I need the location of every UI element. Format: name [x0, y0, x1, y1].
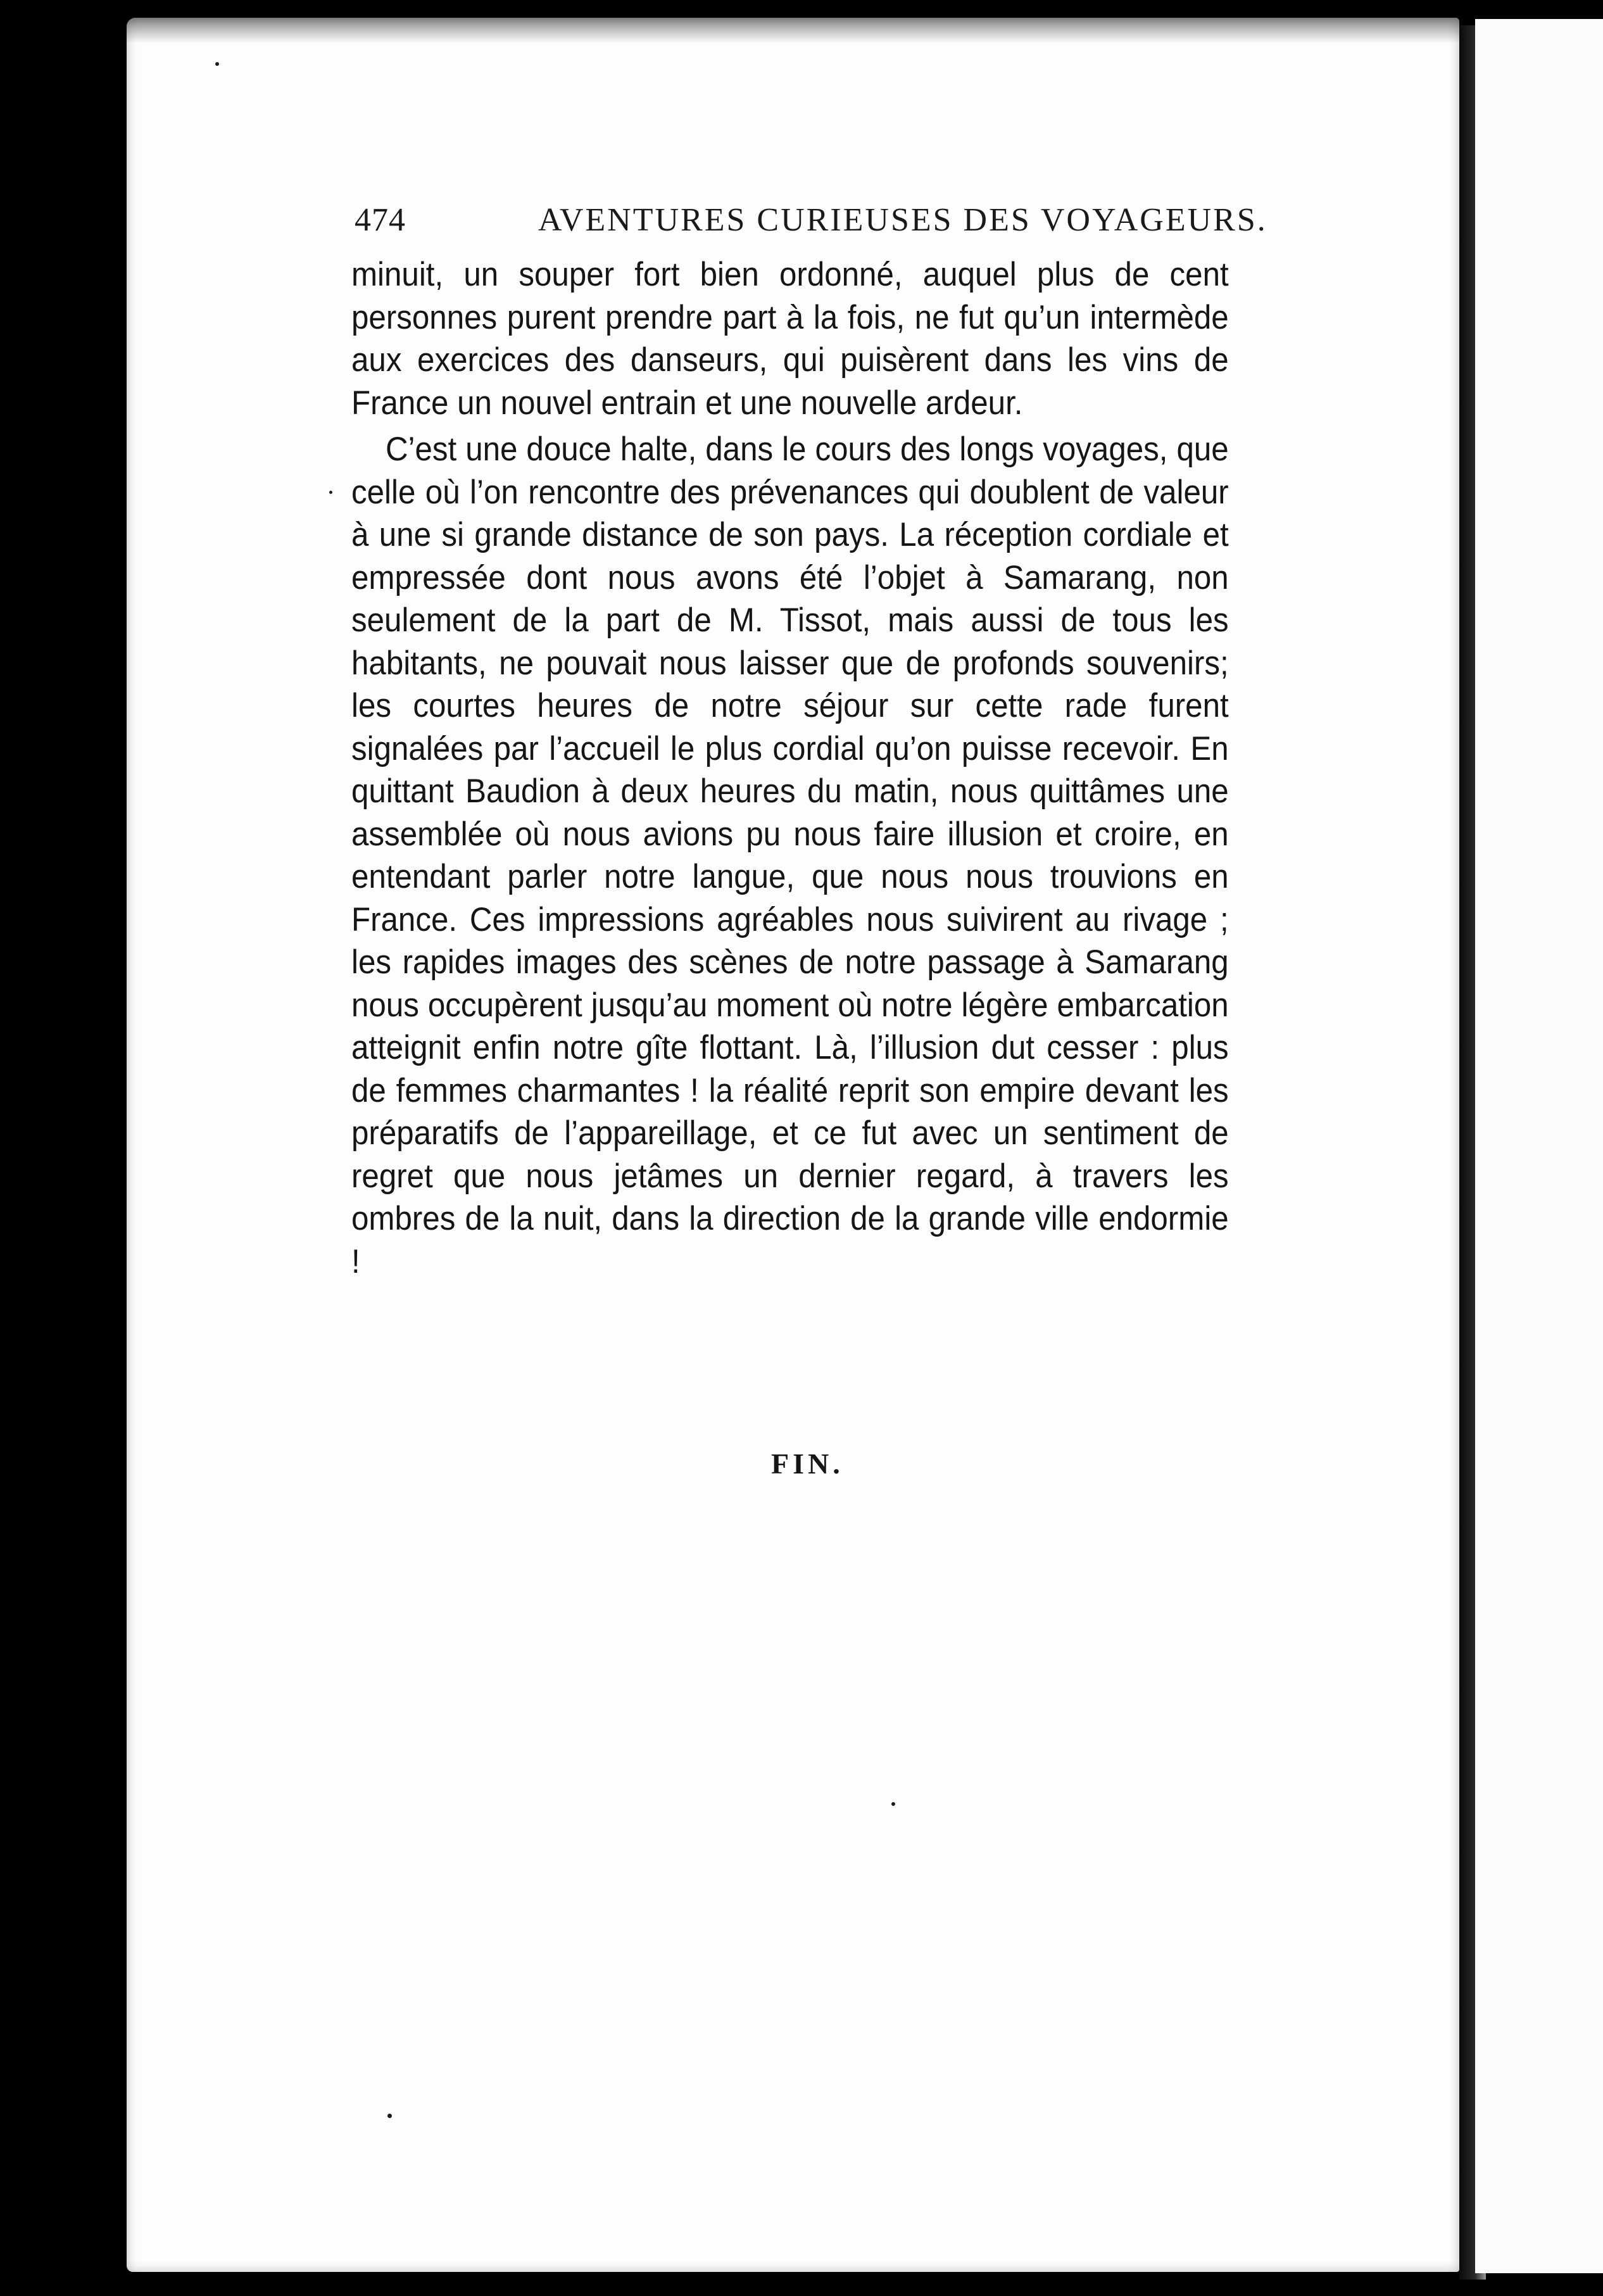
scan-speck [891, 1802, 895, 1806]
scan-speck [387, 2114, 392, 2118]
scan-speck [215, 62, 219, 66]
running-head-title: AVENTURES CURIEUSES DES VOYAGEURS. [538, 202, 1267, 238]
facing-page-edge [1475, 19, 1603, 2273]
paragraph: C’est une douce halte, dans le cours des longs voyages, que celle où l’on rencontre des prévenances qui doublent de valeur à une si grande distance de son pays. La réception cordiale et empressée dont nous avons été l’objet à Samarang, non seulement de la part de M. Tissot, mais aussi de tous les habitants, ne pouvait nous laisser que de profonds souvenirs; les courtes heures de notre séjour sur cette rade furent signalées par l’accueil le plus cordial qu’on puisse recevoir. En quittant Baudion à deux heures du matin, nous quittâmes une assemblée où nous avions pu nous faire illusion et croire, en entendant parler notre langue, que nous nous trouvions en France. Ces impressions agréables nous suivirent au rivage ; les rapides images des scènes de notre passage à Samarang nous occupèrent jusqu’au moment où notre légère embarcation atteignit enfin notre gîte flottant. Là, l’illusion dut cesser : plus de femmes charmantes ! la réalité reprit son empire devant les préparatifs de l’appareillage, et ce fut avec un sentiment de regret que nous jetâmes un dernier regard, à travers les ombres de la nuit, dans la direction de la grande ville endormie ! [351, 431, 1229, 1280]
page-number: 474 [355, 202, 406, 238]
paragraph-continued: minuit, un souper fort bien ordonné, auquel plus de cent personnes purent prendre part à la fois, ne fut qu’un intermède aux exercices des danseurs, qui puisèrent dans les vins de France un nouvel entrain et une nouvelle ardeur. [351, 256, 1229, 422]
scan-speck [329, 491, 332, 494]
page-edge-shadow [127, 18, 1459, 43]
body-text [351, 253, 1229, 1283]
end-mark: FIN. [771, 1448, 844, 1480]
